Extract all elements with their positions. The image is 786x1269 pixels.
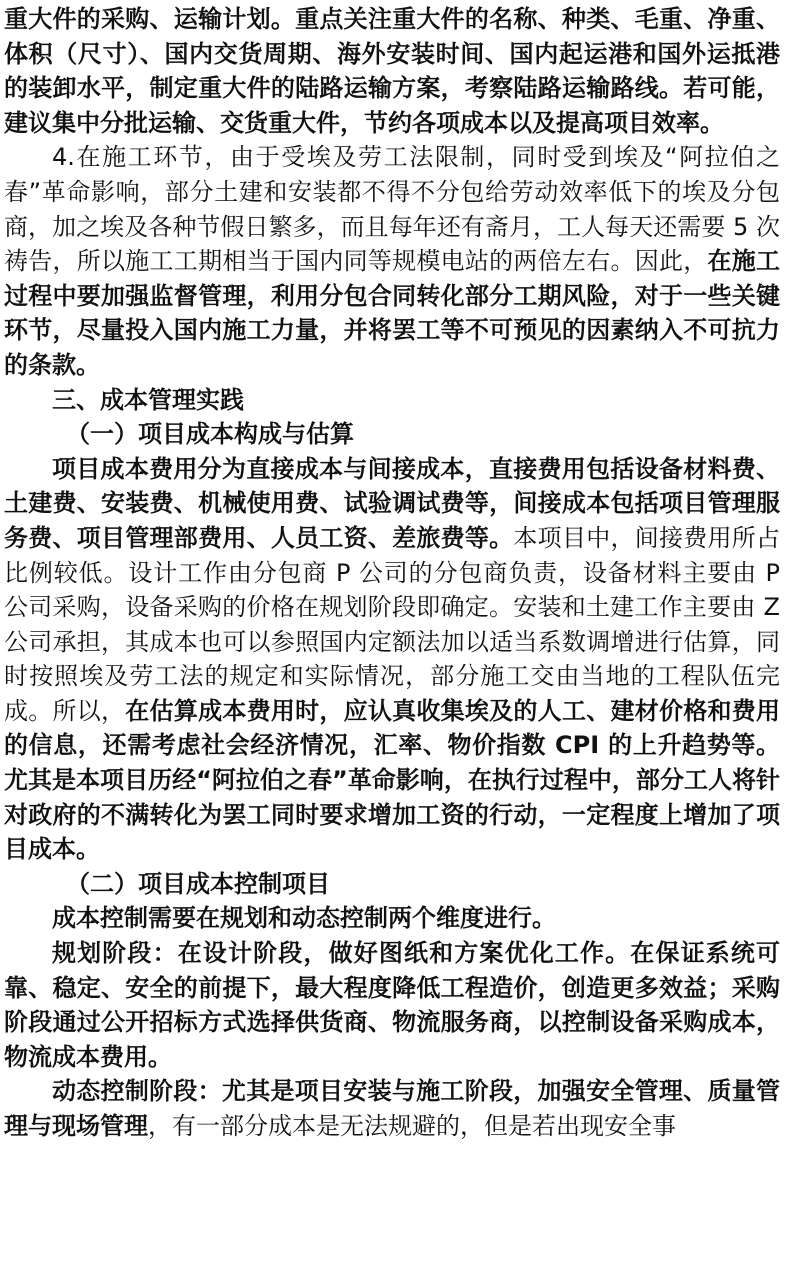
- body-text: 本项目中，间接费用所占比例较低。设计工作由分包商 P 公司的分包商负责，设备材料主要由 P 公司采购，设备采购的价格在规划阶段即确定。安装和土建工作主要由 Z 公司承担，其成本也可以参照国内定额法加以适当系数调增进行估算，同时按照埃及劳工法的规定和实际情况，部分施工交由当地的工程队伍完成。所以，: [4, 523, 781, 725]
- bold-text: 项目成本费用分为直接成本与间接成本，直接费用包括设备材料费、土建费、安装费、机械使用费、试验调试费等，间接成本包括项目管理服务费、项目管理部费用、人员工资、差旅费等。: [4, 454, 780, 552]
- subsection-heading-cost-composition: [4, 417, 780, 452]
- body-text: ，有一部分成本是无法规避的，但是若出现安全事: [148, 1112, 676, 1140]
- paragraph-planning-stage: [4, 936, 780, 1074]
- heading-text: （二）项目成本控制项目: [66, 869, 330, 898]
- bold-text: 在估算成本费用时，应认真收集埃及的人工、建材价格和费用的信息，还需考虑社会经济情况，汇率、物价指数 CPI 的上升趋势等。尤其是本项目历经“阿拉伯之春”革命影响，在执行过程中，部分工人将针对政府的不满转化为罢工同时要求增加工资的行动，一定程度上增加了项目成本。: [4, 696, 781, 864]
- paragraph-cost-composition: [4, 452, 780, 867]
- bold-text: 重大件的采购、运输计划。重点关注重大件的名称、种类、毛重、净重、体积（尺寸）、国内交货周期、海外安装时间、国内起运港和国外运抵港的装卸水平，制定重大件的陆路运输方案，考察陆路运输路线。若可能，建议集中分批运输、交货重大件，节约各项成本以及提高项目效率。: [4, 5, 780, 137]
- subsection-heading-cost-control: [4, 867, 780, 902]
- heading-text: 三、成本管理实践: [52, 385, 244, 414]
- heading-text: （一）项目成本构成与估算: [66, 420, 354, 449]
- paragraph-dynamic-control-stage: [4, 1074, 780, 1143]
- bold-text: 成本控制需要在规划和动态控制两个维度进行。: [52, 904, 556, 933]
- paragraph-heavy-equipment-plan: [4, 2, 780, 140]
- bold-text: 在施工过程中要加强监督管理，利用分包合同转化部分工期风险，对于一些关键环节，尽量投入国内施工力量，并将罢工等不可预见的因素纳入不可抗力的条款。: [4, 247, 781, 379]
- section-heading-cost-management: [4, 383, 780, 418]
- paragraph-construction-stage: [4, 140, 780, 382]
- bold-text: 动态控制阶段：尤其是项目安装与施工阶段，加强安全管理、质量管理与现场管理: [4, 1077, 780, 1140]
- paragraph-control-dimensions: [4, 901, 780, 936]
- bold-text: 规划阶段：在设计阶段，做好图纸和方案优化工作。在保证系统可靠、稳定、安全的前提下，最大程度降低工程造价，创造更多效益；采购阶段通过公开招标方式选择供货商、物流服务商，以控制设备采购成本，物流成本费用。: [4, 939, 780, 1071]
- body-text: 4.在施工环节，由于受埃及劳工法限制，同时受到埃及“阿拉伯之春”革命影响，部分土建和安装都不得不分包给劳动效率低下的埃及分包商，加之埃及各种节假日繁多，而且每年还有斋月，工人每天还需要 5 次祷告，所以施工工期相当于国内同等规模电站的两倍左右。因此，: [4, 143, 780, 276]
